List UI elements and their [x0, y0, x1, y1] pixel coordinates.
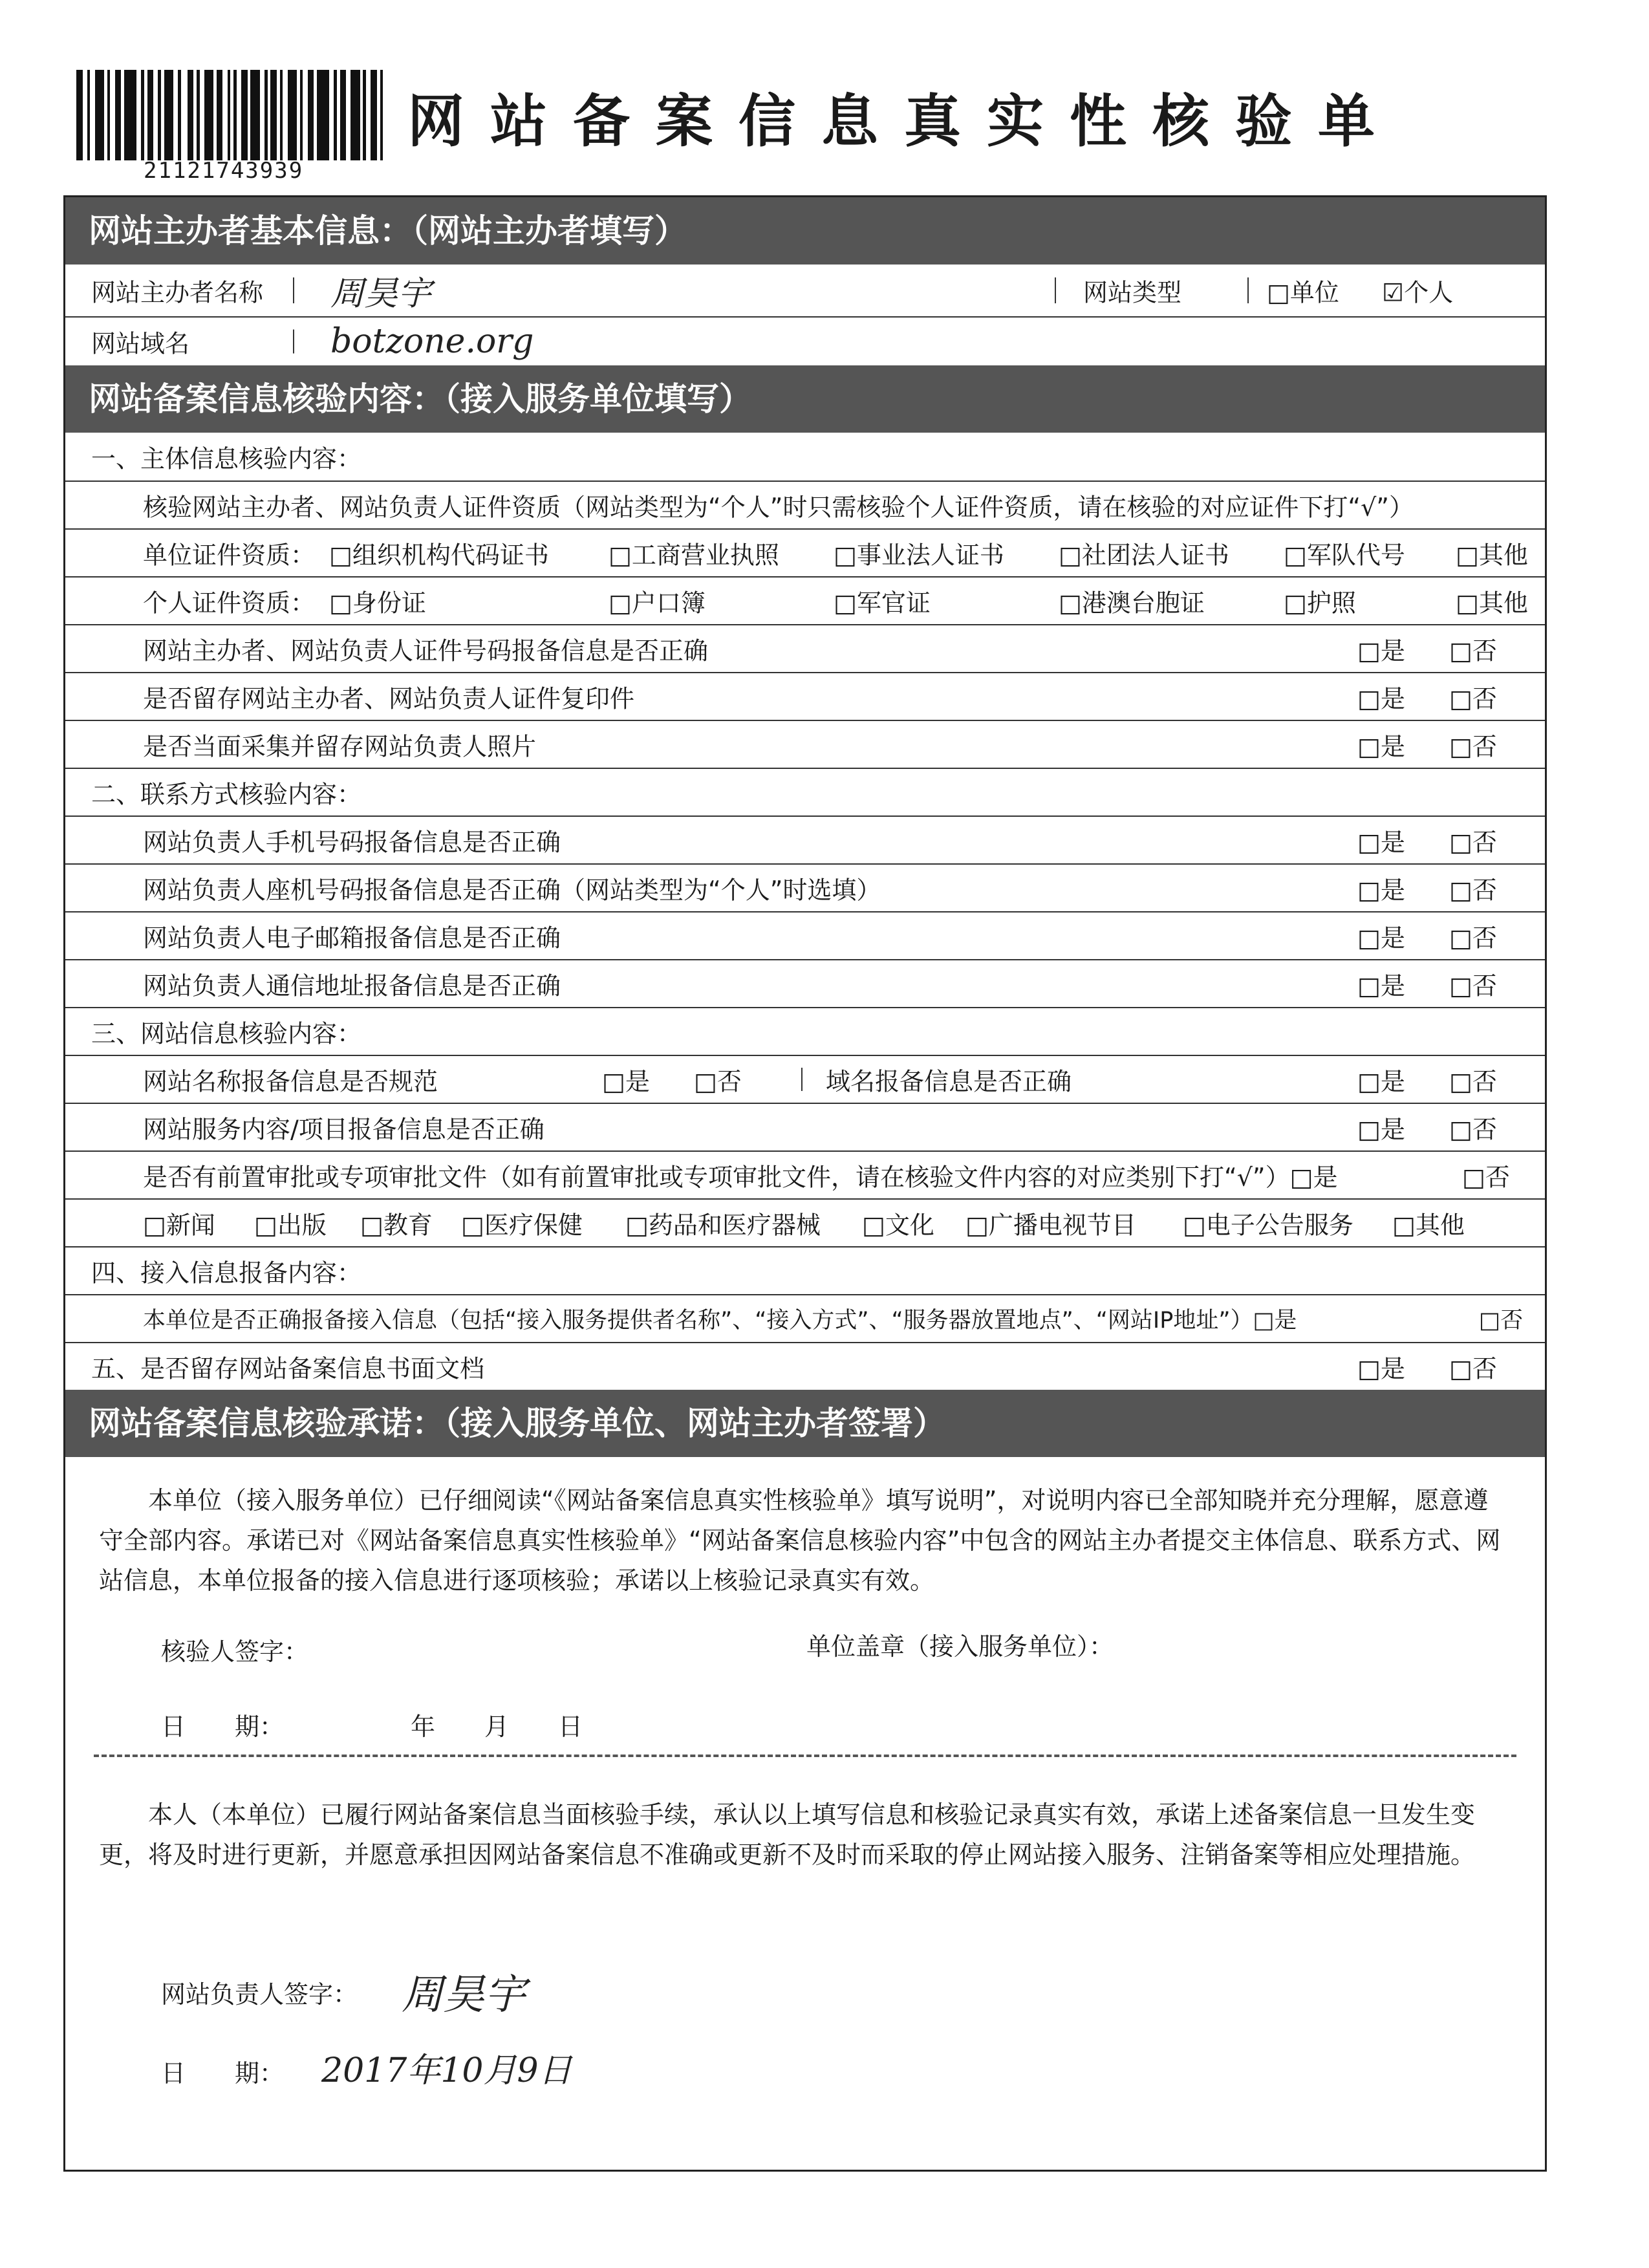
question-row [65, 1103, 1545, 1150]
org-name-value[interactable]: 周昊宇 [330, 274, 432, 314]
barcode-bar [124, 70, 136, 160]
question-row [65, 1055, 1545, 1103]
no-checkbox[interactable]: □否 [1449, 1115, 1497, 1144]
barcode-bar [340, 70, 347, 160]
document-title: 网站备案信息真实性核验单 [407, 88, 1401, 155]
no-checkbox[interactable]: □否 [1462, 1163, 1510, 1192]
barcode-bar [270, 70, 277, 160]
owner-commitment-paragraph: 本人（本单位）已履行网站备案信息当面核验手续，承认以上填写信息和核验记录真实有效，承诺上述备案信息一旦发生变更，将及时进行更新，并愿意承担因网站备案信息不准确或更新不及时而采取的停止网站接入服务、注销备案等相应处理措施。 [99, 1800, 1476, 1869]
site-info-title-row [65, 1007, 1545, 1055]
question-row [65, 672, 1545, 720]
barcode-bar [308, 70, 314, 160]
yes-checkbox[interactable]: □是 [1357, 732, 1405, 761]
barcode-bar [317, 70, 329, 160]
person-cert-option[interactable]: □港澳台胞证 [1059, 589, 1205, 618]
cert-desc: 核验网站主办者、网站负责人证件资质（网站类型为“个人”时只需核验个人证件资质，请在核验的对应证件下打“√”） [143, 493, 1414, 522]
yes-checkbox[interactable]: □是 [602, 1067, 650, 1096]
yes-checkbox[interactable]: □是 [1357, 1067, 1405, 1096]
subject-info-title: 一、主体信息核验内容： [91, 444, 362, 473]
person-cert-option[interactable]: □其他 [1456, 589, 1528, 618]
question-row [65, 1150, 1545, 1198]
barcode-bar [283, 70, 287, 160]
barcode-bar [250, 70, 259, 160]
yes-checkbox[interactable]: □是 [1357, 971, 1405, 1000]
barcode [76, 70, 388, 160]
question-text: 网站负责人通信地址报备信息是否正确 [143, 971, 561, 1000]
subject-info-title-row [65, 433, 1545, 481]
question-row [65, 911, 1545, 959]
person-cert-option[interactable]: □户口簿 [609, 589, 706, 618]
no-checkbox[interactable]: □否 [1449, 1354, 1497, 1383]
org-cert-option[interactable]: □组织机构代码证书 [329, 541, 549, 570]
yes-checkbox[interactable]: □是 [1357, 636, 1405, 665]
date-blank[interactable]: 年 月 日 [411, 1712, 583, 1741]
category-option[interactable]: □电子公告服务 [1183, 1211, 1353, 1240]
barcode-bar [76, 70, 83, 160]
question-text: 网站负责人手机号码报备信息是否正确 [143, 828, 561, 857]
commitment-paragraph: 本单位（接入服务单位）已仔细阅读“《网站备案信息真实性核验单》填写说明”，对说明内容已全部知晓并充分理解，愿意遵守全部内容。承诺已对《网站备案信息真实性核验单》“网站备案信息核验内容”中包含的网站主办者提交主体信息、联系方式、网站信息，本单位报备的接入信息进行逐项核验；承诺以上核验记录真实有效。 [99, 1486, 1501, 1595]
no-checkbox[interactable]: □否 [1479, 1308, 1524, 1334]
no-checkbox[interactable]: □否 [1449, 684, 1497, 713]
question-text: 网站服务内容/项目报备信息是否正确 [143, 1115, 544, 1144]
question-text: 本单位是否正确报备接入信息（包括“接入服务提供者名称”、“接入方式”、“服务器放置地点”、“网站IP地址”）□是 [143, 1308, 1297, 1334]
category-option[interactable]: □药品和医疗器械 [625, 1211, 821, 1240]
question-row [65, 863, 1545, 911]
barcode-bar [200, 70, 204, 160]
question-text: 是否有前置审批或专项审批文件（如有前置审批或专项审批文件，请在核验文件内容的对应类别下打“√”）□是 [143, 1163, 1338, 1192]
yes-checkbox[interactable]: □是 [1357, 1354, 1405, 1383]
question-text: 是否当面采集并留存网站负责人照片 [143, 732, 537, 761]
domain-label: 网站域名 [91, 329, 190, 358]
barcode-bar [181, 70, 188, 160]
site-type-person-checkbox[interactable]: ☑个人 [1382, 278, 1454, 307]
verification-form [63, 195, 1547, 2172]
yes-checkbox[interactable]: □是 [1357, 923, 1405, 953]
no-checkbox[interactable]: □否 [1449, 636, 1497, 665]
no-checkbox[interactable]: □否 [1449, 1067, 1497, 1096]
question-text: 网站主办者、网站负责人证件号码报备信息是否正确 [143, 636, 709, 665]
org-cert-option[interactable]: □军队代号 [1284, 541, 1405, 570]
cert-desc-row [65, 481, 1545, 528]
no-checkbox[interactable]: □否 [1449, 923, 1497, 953]
person-cert-label: 个人证件资质： [143, 589, 316, 618]
date2-label: 日 期： [161, 2059, 285, 2088]
contact-title-row [65, 768, 1545, 815]
date2-value[interactable]: 2017年10月9日 [321, 2051, 572, 2090]
barcode-bar [222, 70, 227, 160]
category-option[interactable]: □教育 [360, 1211, 433, 1240]
barcode-bar [115, 70, 122, 160]
barcode-bar [110, 70, 114, 160]
domain-row [65, 316, 1545, 365]
owner-signature[interactable]: 周昊宇 [402, 1971, 526, 2019]
person-cert-option[interactable]: □护照 [1284, 589, 1356, 618]
question-text: 域名报备信息是否正确 [826, 1067, 1072, 1096]
org-cert-option[interactable]: □工商营业执照 [609, 541, 779, 570]
no-checkbox[interactable]: □否 [694, 1067, 742, 1096]
category-option[interactable]: □广播电视节目 [965, 1211, 1136, 1240]
no-checkbox[interactable]: □否 [1449, 876, 1497, 905]
barcode-bar [383, 70, 387, 160]
person-cert-row [65, 576, 1545, 624]
site-type-unit-checkbox[interactable]: □单位 [1267, 278, 1339, 307]
barcode-bar [153, 70, 158, 160]
barcode-bar [164, 70, 173, 160]
person-cert-option[interactable]: □军官证 [834, 589, 931, 618]
no-checkbox[interactable]: □否 [1449, 732, 1497, 761]
category-option[interactable]: □文化 [862, 1211, 934, 1240]
section-header-commitment: 网站备案信息核验承诺：（接入服务单位、网站主办者签署） [65, 1390, 1545, 1457]
site-type-label: 网站类型 [1083, 278, 1182, 307]
category-option[interactable]: □医疗保健 [461, 1211, 583, 1240]
barcode-bar [260, 70, 264, 160]
access-info-title-row [65, 1246, 1545, 1294]
owner-sign-label: 网站负责人签字： [161, 1980, 358, 2009]
barcode-bar [237, 70, 241, 160]
question-row [65, 1342, 1545, 1390]
question-row [65, 624, 1545, 672]
question-text: 网站负责人座机号码报备信息是否正确（网站类型为“个人”时选填） [143, 876, 881, 905]
commitment-area [65, 1457, 1545, 2170]
barcode-bar [303, 70, 307, 160]
yes-checkbox[interactable]: □是 [1357, 1115, 1405, 1144]
barcode-bar [147, 70, 154, 160]
yes-checkbox[interactable]: □是 [1357, 684, 1405, 713]
barcode-bar [366, 70, 371, 160]
category-option[interactable]: □新闻 [143, 1211, 215, 1240]
org-cert-option[interactable]: □事业法人证书 [834, 541, 1004, 570]
barcode-bar [83, 70, 87, 160]
yes-checkbox[interactable]: □是 [1357, 876, 1405, 905]
barcode-number: 21121743939 [144, 158, 304, 184]
question-text: 网站负责人电子邮箱报备信息是否正确 [143, 923, 561, 953]
cut-line [94, 1755, 1516, 1757]
no-checkbox[interactable]: □否 [1449, 971, 1497, 1000]
contact-title: 二、联系方式核验内容： [91, 780, 362, 809]
org-name-label: 网站主办者名称 [91, 278, 264, 307]
question-text: 五、是否留存网站备案信息书面文档 [91, 1354, 485, 1383]
category-option[interactable]: □出版 [254, 1211, 327, 1240]
barcode-bar [350, 70, 360, 160]
section-header-verification: 网站备案信息核验内容：（接入服务单位填写） [65, 365, 1545, 433]
question-row [65, 720, 1545, 768]
person-cert-option[interactable]: □身份证 [329, 589, 426, 618]
yes-checkbox[interactable]: □是 [1357, 828, 1405, 857]
question-row [65, 1294, 1545, 1342]
barcode-bar [173, 70, 178, 160]
org-cert-row [65, 528, 1545, 576]
barcode-bar [217, 70, 223, 160]
barcode-bar [95, 70, 104, 160]
section-header-basic-info: 网站主办者基本信息：（网站主办者填写） [65, 197, 1545, 265]
no-checkbox[interactable]: □否 [1449, 828, 1497, 857]
barcode-bar [288, 70, 297, 160]
barcode-bar [188, 70, 194, 160]
question-text: 是否留存网站主办者、网站负责人证件复印件 [143, 684, 635, 713]
question-row [65, 959, 1545, 1007]
org-name-row [65, 265, 1545, 316]
barcode-bar [136, 70, 141, 160]
approval-category-row [65, 1198, 1545, 1246]
org-cert-option[interactable]: □社团法人证书 [1059, 541, 1229, 570]
unit-stamp-label: 单位盖章（接入服务单位）： [806, 1632, 1114, 1661]
barcode-bar [90, 70, 94, 160]
site-info-title: 三、网站信息核验内容： [91, 1019, 362, 1048]
date-label: 日 期： [161, 1712, 285, 1741]
barcode-bar [204, 70, 213, 160]
verifier-sign-label: 核验人签字： [161, 1637, 309, 1666]
access-info-title: 四、接入信息报备内容： [91, 1258, 362, 1288]
domain-value[interactable]: botzone.org [330, 322, 534, 361]
barcode-bar [329, 70, 334, 160]
question-text: 网站名称报备信息是否规范 [143, 1067, 438, 1096]
category-option[interactable]: □其他 [1392, 1211, 1465, 1240]
org-cert-label: 单位证件资质： [143, 541, 316, 570]
barcode-bar [346, 70, 350, 160]
barcode-bar [371, 70, 377, 160]
question-row [65, 815, 1545, 863]
org-cert-option[interactable]: □其他 [1456, 541, 1528, 570]
barcode-bar [241, 70, 248, 160]
